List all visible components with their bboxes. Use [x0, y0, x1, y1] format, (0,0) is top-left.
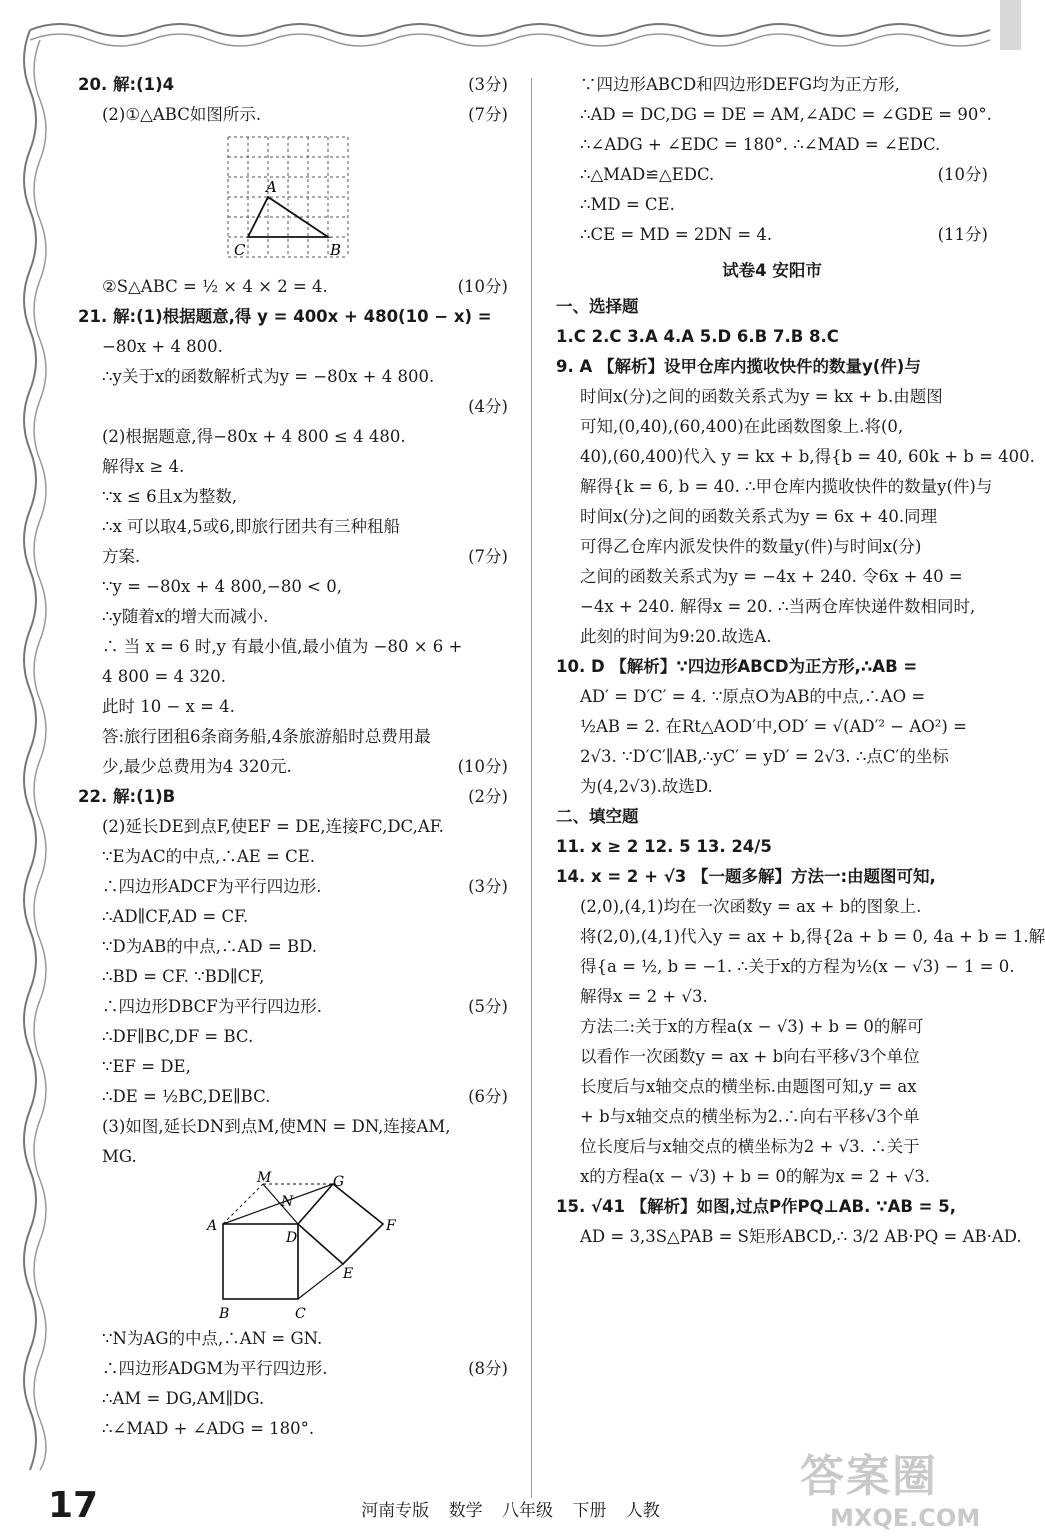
section-title: 试卷4 安阳市: [722, 261, 822, 280]
score-label: (5分): [468, 997, 508, 1016]
line-text: 为(4,2√3).故选D.: [580, 777, 713, 796]
line-text: ∴∠ADG + ∠EDC = 180°. ∴∠MAD = ∠EDC.: [580, 135, 941, 154]
line-text: 答:旅行团租6条商务船,4条旅游船时总费用最: [102, 727, 431, 746]
answer-line: [78, 692, 508, 722]
answer-line: [78, 1112, 508, 1142]
answer-line: [78, 1052, 508, 1082]
answer-line: [556, 952, 1015, 982]
answer-line: [78, 272, 508, 302]
page-number: 17: [48, 1485, 99, 1526]
line-text: ∴△MAD≌△EDC.: [580, 165, 715, 184]
answer-line: [556, 382, 988, 412]
line-text: (2)根据题意,得−80x + 4 800 ≤ 4 480.: [102, 427, 406, 446]
answer-line: [78, 902, 508, 932]
line-text: (2)延长DE到点F,使EF = DE,连接FC,DC,AF.: [102, 817, 444, 836]
score-label: (3分): [468, 877, 508, 896]
answer-line: [556, 1162, 988, 1192]
answer-line: [556, 1222, 1022, 1252]
score-label: (7分): [468, 105, 508, 124]
line-text: 少,最少总费用为4 320元.: [102, 757, 292, 776]
answer-line: [556, 70, 988, 100]
answer-line: [556, 100, 992, 130]
answer-line: [78, 1384, 508, 1414]
line-text: ∵E为AC的中点,∴AE = CE.: [102, 847, 316, 866]
svg-text:B: B: [219, 1306, 230, 1322]
score-label: (7分): [468, 547, 508, 566]
answer-line: [78, 1354, 508, 1384]
question-start-text: 10. D 【解析】∵四边形ABCD为正方形,∴AB =: [556, 657, 918, 676]
svg-text:E: E: [343, 1266, 354, 1282]
answer-line: [78, 542, 508, 572]
line-text: ∵y = −80x + 4 800,−80 < 0,: [102, 577, 342, 596]
question-start-text: 21. 解:(1)根据题意,得 y = 400x + 480(10 − x) =: [78, 307, 492, 326]
score-label: (11分): [937, 225, 988, 244]
line-text: ∴CE = MD = 2DN = 4.: [580, 225, 773, 244]
line-text: ∵EF = DE,: [102, 1057, 191, 1076]
line-text: ∴DF∥BC,DF = BC.: [102, 1027, 254, 1046]
answer-line: [556, 322, 988, 352]
line-text: ∴四边形ADGM为平行四边形.: [102, 1359, 328, 1378]
score-label: (10分): [457, 757, 508, 776]
line-text: 解得{k = 6, b = 40. ∴甲仓库内揽收快件的数量y(件)与: [580, 477, 993, 496]
score-label: (8分): [468, 1359, 508, 1378]
svg-text:F: F: [386, 1218, 396, 1234]
line-text: 时间x(分)之间的函数关系式为y = 6x + 40.同理: [580, 507, 938, 526]
answer-line: [556, 412, 988, 442]
svg-text:A: A: [207, 1218, 218, 1234]
line-text: ②S△ABC = ½ × 4 × 2 = 4.: [102, 277, 328, 296]
answer-line: [78, 362, 508, 392]
answer-line: [78, 1142, 508, 1172]
line-text: 将(2,0),(4,1)代入y = ax + b,得{2a + b = 0, 4a + b = 1.解: [580, 927, 1045, 946]
line-text: x的方程a(x − √3) + b = 0的解为x = 2 + √3.: [580, 1167, 931, 1186]
answer-line: [556, 220, 988, 250]
line-text: AD′ = D′C′ = 4. ∵原点O为AB的中点,∴AO =: [580, 687, 926, 706]
question-start-text: 9. A 【解析】设甲仓库内揽收快件的数量y(件)与: [556, 357, 921, 376]
answer-line: [78, 842, 508, 872]
line-text: 可知,(0,40),(60,400)在此函数图象上.将(0,: [580, 417, 904, 436]
line-text: 解得x = 2 + √3.: [580, 987, 708, 1006]
svg-text:A: A: [266, 178, 277, 196]
line-text: 4 800 = 4 320.: [102, 667, 227, 686]
line-text: ∴BD = CF. ∵BD∥CF,: [102, 967, 265, 986]
line-text: ∴x 可以取4,5或6,即旅行团共有三种租船: [102, 517, 401, 536]
column-divider: [531, 78, 532, 1498]
line-text: ∴AD = DC,DG = DE = AM,∠ADC = ∠GDE = 90°.: [580, 105, 992, 124]
line-text: 40),(60,400)代入 y = kx + b,得{b = 40, 60k + b = 400.: [580, 447, 1035, 466]
answer-line: [556, 622, 988, 652]
answer-line: [556, 712, 988, 742]
answer-line: [556, 1192, 988, 1222]
answer-line: [556, 652, 988, 682]
line-text: ∴ 当 x = 6 时,y 有最小值,最小值为 −80 × 6 +: [102, 637, 463, 656]
svg-text:B: B: [330, 241, 342, 259]
answer-line: [556, 352, 988, 382]
answer-line: [556, 742, 988, 772]
answer-line: [556, 772, 988, 802]
question-start-text: 15. √41 【解析】如图,过点P作PQ⊥AB. ∵AB = 5,: [556, 1197, 956, 1216]
score-label: (10分): [937, 165, 988, 184]
answer-line: [556, 160, 988, 190]
line-text: ∴y随着x的增大而减小.: [102, 607, 269, 626]
line-text: ∴AD∥CF,AD = CF.: [102, 907, 249, 926]
question-start-text: 20. 解:(1)4: [78, 75, 175, 94]
line-text: 时间x(分)之间的函数关系式为y = kx + b.由题图: [580, 387, 943, 406]
watermark-logo-text: 答案圈: [800, 1451, 938, 1502]
footer-book-info: 河南专版 数学 八年级 下册 人教: [361, 1501, 660, 1521]
answer-line: [556, 562, 988, 592]
line-text: + b与x轴交点的横坐标为2.∴向右平移√3个单: [580, 1107, 920, 1126]
left-column: [78, 70, 508, 1444]
line-text: 解得x ≥ 4.: [102, 457, 185, 476]
answer-line: [78, 302, 508, 332]
answer-line: [78, 632, 508, 662]
answer-line: [556, 532, 988, 562]
answer-line: [556, 1042, 988, 1072]
answer-line: [78, 992, 508, 1022]
line-text: ∴AM = DG,AM∥DG.: [102, 1389, 265, 1408]
line-text: 得{a = ½, b = −1. ∴关于x的方程为½(x − √3) − 1 = 0.: [580, 957, 1015, 976]
squares-geometry-figure: [78, 1170, 508, 1324]
answer-line: [78, 1414, 508, 1444]
answer-line: [78, 100, 508, 130]
answer-line: [78, 332, 508, 362]
svg-text:C: C: [295, 1306, 306, 1322]
line-text: 可得乙仓库内派发快件的数量y(件)与时间x(分): [580, 537, 922, 556]
line-text: (2,0),(4,1)均在一次函数y = ax + b的图象上.: [580, 897, 922, 916]
answer-line: [556, 190, 988, 220]
section-heading: 二、填空题: [556, 807, 639, 826]
svg-text:D: D: [286, 1230, 298, 1246]
answer-line: [78, 722, 508, 752]
watermark: [800, 1440, 1000, 1530]
answer-line: [78, 812, 508, 842]
answer-line: [556, 1132, 988, 1162]
line-text: ∵N为AG的中点,∴AN = GN.: [102, 1329, 323, 1348]
answer-line: [556, 502, 988, 532]
line-text: ∴MD = CE.: [580, 195, 675, 214]
line-text: ∵四边形ABCD和四边形DEFG均为正方形,: [580, 75, 900, 94]
line-text: 此刻的时间为9:20.故选A.: [580, 627, 772, 646]
answer-line: [78, 482, 508, 512]
line-text: AD = 3,3S△PAB = S矩形ABCD,∴ 3/2 AB·PQ = AB·AD.: [580, 1227, 1022, 1246]
section-heading: 11. x ≥ 2 12. 5 13. 24/5: [556, 837, 772, 856]
line-text: (3)如图,延长DN到点M,使MN = DN,连接AM,: [102, 1117, 451, 1136]
score-label: (4分): [468, 397, 508, 416]
answer-line: [78, 422, 508, 452]
answer-line: [556, 862, 988, 892]
svg-text:G: G: [333, 1174, 345, 1190]
score-label: (6分): [468, 1087, 508, 1106]
answer-line: [556, 592, 988, 622]
line-text: 2√3. ∵D′C′∥AB,∴yC′ = yD′ = 2√3. ∴点C′的坐标: [580, 747, 949, 766]
answer-line: [78, 782, 508, 812]
answer-line: [556, 1072, 988, 1102]
answer-line: [556, 292, 988, 322]
line-text: ∵x ≤ 6且x为整数,: [102, 487, 238, 506]
answer-line: [78, 1082, 508, 1112]
line-text: 以看作一次函数y = ax + b向右平移√3个单位: [580, 1047, 920, 1066]
line-text: ∴DE = ½BC,DE∥BC.: [102, 1087, 271, 1106]
answer-line: [556, 832, 988, 862]
score-label: (2分): [468, 787, 508, 806]
answer-line: [78, 962, 508, 992]
line-text: ∴四边形DBCF为平行四边形.: [102, 997, 322, 1016]
question-start-text: 14. x = 2 + √3 【一题多解】方法一:由题图可知,: [556, 867, 936, 886]
answer-line: [78, 752, 508, 782]
answer-line: [78, 872, 508, 902]
answer-line: [78, 392, 508, 422]
answer-line: [78, 70, 508, 100]
answer-line: [556, 982, 988, 1012]
answer-line: [78, 602, 508, 632]
answer-line: [78, 512, 508, 542]
answer-line: [78, 1022, 508, 1052]
answer-line: [556, 472, 993, 502]
answer-line: [556, 682, 988, 712]
line-text: −80x + 4 800.: [102, 337, 223, 356]
answer-line: [556, 1012, 988, 1042]
line-text: 方案.: [102, 547, 141, 566]
answer-line: [556, 130, 988, 160]
section-heading: 一、选择题: [556, 297, 639, 316]
answer-line: [556, 442, 1035, 472]
answer-line: [556, 802, 988, 832]
line-text: 此时 10 − x = 4.: [102, 697, 235, 716]
right-column: [556, 70, 1045, 1252]
line-text: 长度后与x轴交点的横坐标.由题图可知,y = ax: [580, 1077, 917, 1096]
svg-text:M: M: [257, 1170, 272, 1186]
answer-line: [78, 932, 508, 962]
svg-text:C: C: [234, 241, 246, 259]
line-text: 方法二:关于x的方程a(x − √3) + b = 0的解可: [580, 1017, 924, 1036]
line-text: ½AB = 2. 在Rt△AOD′中,OD′ = √(AD′² − AO²) =: [580, 717, 967, 736]
svg-text:N: N: [281, 1194, 294, 1210]
watermark-url: MXQE.COM: [830, 1504, 981, 1532]
answer-line: [78, 662, 508, 692]
answer-line: [78, 452, 508, 482]
line-text: ∴y关于x的函数解析式为y = −80x + 4 800.: [102, 367, 435, 386]
line-text: ∴∠MAD + ∠ADG = 180°.: [102, 1419, 315, 1438]
score-label: (3分): [468, 75, 508, 94]
answer-line: [78, 572, 508, 602]
line-text: 位长度后与x轴交点的横坐标为2 + √3. ∴关于: [580, 1137, 920, 1156]
score-label: (10分): [457, 277, 508, 296]
line-text: −4x + 240. 解得x = 20. ∴当两仓库快递件数相同时,: [580, 597, 976, 616]
line-text: (2)①△ABC如图所示.: [102, 105, 262, 124]
line-text: ∴四边形ADCF为平行四边形.: [102, 877, 322, 896]
question-start-text: 22. 解:(1)B: [78, 787, 176, 806]
triangle-grid-figure: [78, 132, 508, 272]
line-text: ∵D为AB的中点,∴AD = BD.: [102, 937, 317, 956]
section-heading: 1.C 2.C 3.A 4.A 5.D 6.B 7.B 8.C: [556, 327, 839, 346]
answer-line: [556, 892, 988, 922]
answer-line: [78, 1324, 508, 1354]
answer-line: [556, 922, 1045, 952]
line-text: MG.: [102, 1147, 137, 1166]
answer-line: [556, 1102, 988, 1132]
line-text: 之间的函数关系式为y = −4x + 240. 令6x + 40 =: [580, 567, 963, 586]
